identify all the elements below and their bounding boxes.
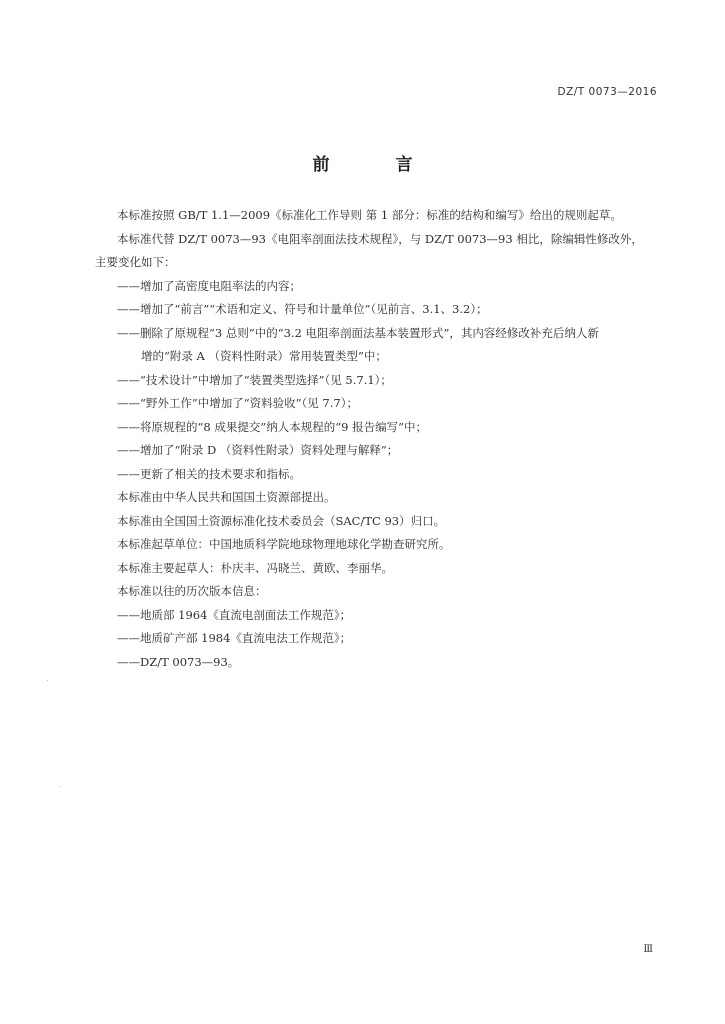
page-title: 前 言 — [312, 155, 443, 175]
paragraph-managed-by: 本标准由全国国土资源标准化技术委员会（SAC/TC 93）归口。 — [117, 513, 446, 528]
change-item-3-line1: ——删除了原规程“3 总则”中的“3.2 电阻率剖面法基本装置形式”，其内容经修改补充后纳人新 — [117, 325, 599, 340]
change-item-4: ——“技术设计”中增加了“装置类型选择”（见 5.7.1）； — [117, 372, 392, 387]
paragraph-drafting-unit: 本标准起草单位：中国地质科学院地球物理地球化学勘查研究所。 — [117, 537, 451, 551]
paragraph-drafting-rules: 本标准按照 GB/T 1.1—2009《标准化工作导则 第 1 部分：标准的结构和编写》给出的规则起草。 — [117, 208, 622, 222]
history-item-3: ——DZ/T 0073—93。 — [117, 654, 240, 669]
paragraph-replaces-line2: 主要变化如下： — [95, 255, 176, 269]
foreword-body — [95, 204, 662, 674]
change-item-7: ——增加了“附录 D （资料性附录）资料处理与解释”； — [117, 443, 399, 457]
change-item-3-line2: 增的“附录 A （资料性附录）常用装置类型”中； — [141, 349, 387, 363]
change-item-1: ——增加了高密度电阻率法的内容； — [117, 278, 301, 293]
paragraph-replaces-line1: 本标准代替 DZ/T 0073—93《电阻率剖面法技术规程》，与 DZ/T 0073—93 相比，除编辑性修改外， — [117, 231, 643, 246]
scan-speck — [60, 786, 61, 787]
scan-speck — [47, 680, 48, 681]
change-item-8: ——更新了相关的技术要求和指标。 — [117, 466, 301, 481]
change-item-6: ——将原规程的“8 成果提交”纳人本规程的“9 报告编写”中； — [117, 419, 427, 434]
standard-code-header: DZ/T 0073—2016 — [557, 86, 657, 98]
page-number: Ⅲ — [643, 944, 653, 955]
history-item-2: ——地质矿产部 1984《直流电法工作规范》； — [117, 631, 352, 645]
change-item-2: ——增加了“前言”“术语和定义、符号和计量单位”（见前言、3.1、3.2）； — [117, 302, 488, 316]
paragraph-history-intro: 本标准以往的历次版本信息： — [117, 584, 267, 598]
paragraph-drafters: 本标准主要起草人：朴庆丰、冯晓兰、黄欧、李丽华。 — [117, 560, 393, 575]
paragraph-proposed-by: 本标准由中华人民共和国国土资源部提出。 — [117, 490, 336, 504]
change-item-5: ——“野外工作”中增加了“资料验收”（见 7.7）； — [117, 396, 358, 410]
history-item-1: ——地质部 1964《直流电剖面法工作规范》； — [117, 607, 352, 622]
